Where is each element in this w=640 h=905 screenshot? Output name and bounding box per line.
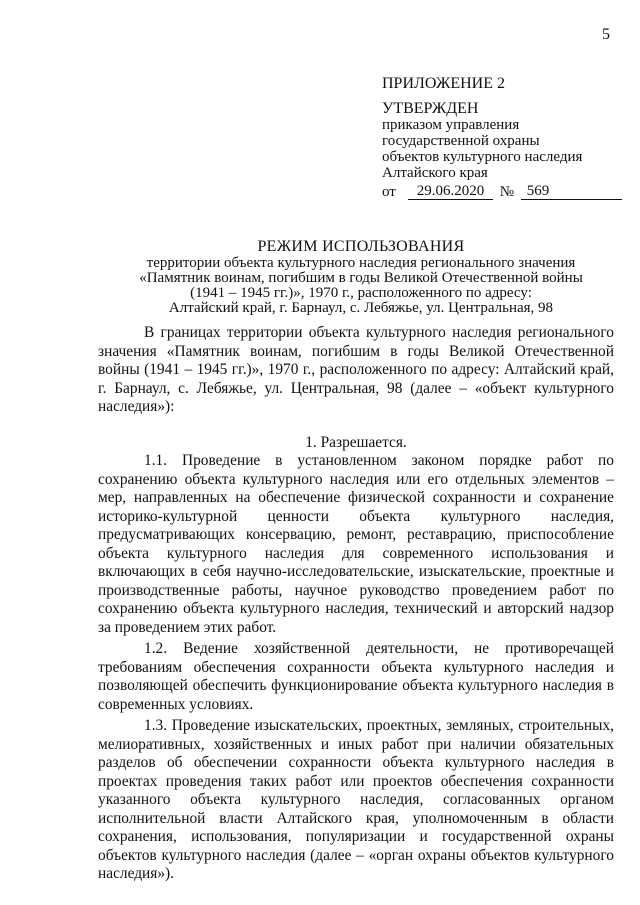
intro-paragraph: В границах территории объекта культурного наследия регионального значения «Памятник воинам, погибшим в годы Великой Отечественной войны (1941 – 1945 гг.)», 1970 г., расположенного по адресу: Алтайский край, г. Барнаул, с. Лебяжье, ул. Центральная, 98 (далее – «объект культурного наследия»): — [98, 324, 614, 415]
order-reference — [382, 183, 622, 200]
page-number: 5 — [602, 26, 610, 43]
heading-line: «Памятник воинам, погибшим в годы Великой Отечественной войны — [139, 270, 583, 286]
approved-label: УТВЕРЖДЕН — [382, 100, 479, 117]
document-title: РЕЖИМ ИСПОЛЬЗОВАНИЯ — [257, 238, 465, 255]
approval-line: объектов культурного наследия — [382, 149, 583, 165]
approval-line: Алтайского края — [382, 165, 488, 181]
approval-line: приказом управления — [382, 117, 520, 133]
number-label: № — [499, 184, 515, 200]
order-number: 569 — [521, 183, 622, 200]
appendix-title: ПРИЛОЖЕНИЕ 2 — [382, 75, 506, 92]
heading-line: Алтайский край, г. Барнаул, с. Лебяжье, ул. Центральная, 98 — [168, 300, 554, 316]
document-body — [98, 324, 614, 884]
document-heading — [96, 238, 626, 316]
section-title: 1. Разрешается. — [305, 433, 407, 451]
approval-line: государственной охраны — [382, 133, 540, 149]
order-date: 29.06.2020 — [408, 183, 493, 200]
heading-line: (1941 – 1945 гг.)», 1970 г., расположенного по адресу: — [190, 285, 532, 301]
clause-1-2: 1.2. Ведение хозяйственной деятельности, не противоречащей требованиям обеспечения сохранности объекта культурного наследия и позволяющей обеспечить функционирование объекта культурного наследия в современных условиях. — [98, 640, 614, 713]
from-label: от — [382, 184, 396, 200]
clause-1-1: 1.1. Проведение в установленном законом порядке работ по сохранению объекта культурного наследия или его отдельных элементов – мер, направленных на обеспечение физической сохранности и сохранение историко-культурной ценности объекта культурного наследия, предусматривающих консервацию, ремонт, реставрацию, приспособление объекта культурного наследия для современного использования и включающих в себя научно-исследовательские, изыскательские, проектные и производственные работы, научное руководство проведением работ по сохранению объекта культурного наследия, технический и авторский надзор за проведением этих работ. — [98, 452, 614, 636]
heading-line: территории объекта культурного наследия регионального значения — [146, 255, 576, 271]
approval-stamp — [382, 76, 622, 200]
clause-1-3: 1.3. Проведение изыскательских, проектных, земляных, строительных, мелиоративных, хозяйственных и иных работ при наличии обязательных разделов об обеспечении сохранности объекта культурного наследия в проектах проведения таких работ или проектов обеспечения сохранности указанного объекта культурного наследия, согласованных органом исполнительной власти Алтайского края, уполномоченным в области сохранения, использования, популяризации и государственной охраны объектов культурного наследия (далее – «орган охраны объектов культурного наследия»). — [98, 717, 614, 882]
